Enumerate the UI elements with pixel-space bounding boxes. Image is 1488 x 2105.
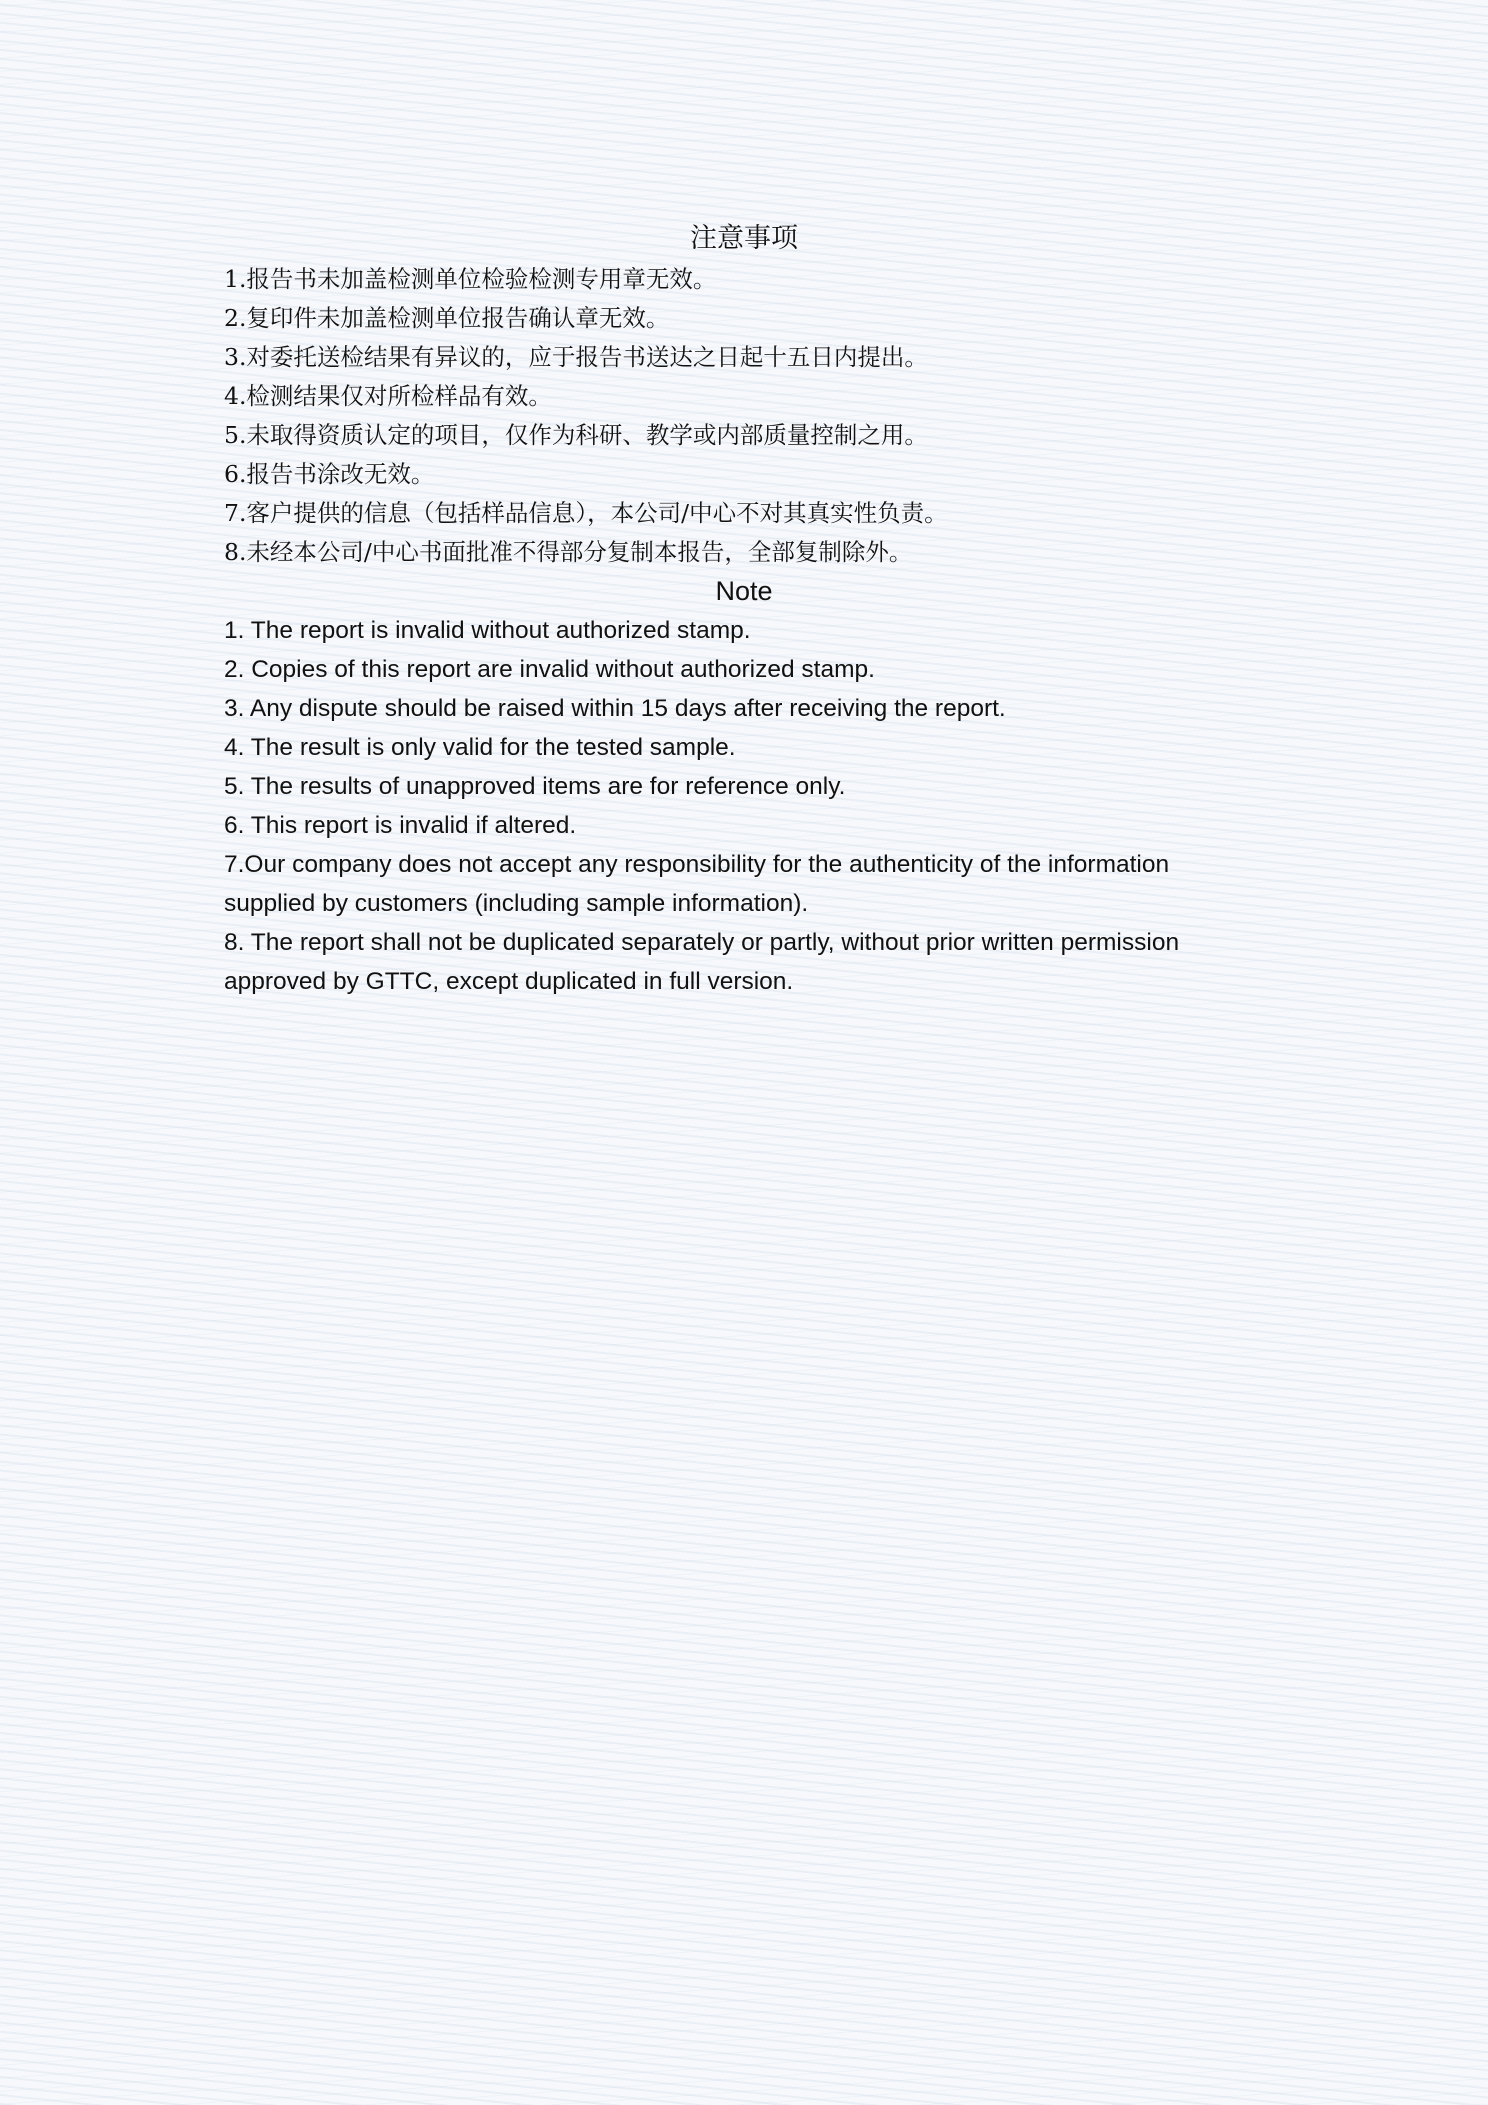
notice-item-en-1: 1. The report is invalid without authorized stamp. <box>224 617 751 644</box>
notice-item-cn-3: 3.对委托送检结果有异议的，应于报告书送达之日起十五日内提出。 <box>224 343 928 371</box>
notice-section <box>224 218 1284 1001</box>
notice-item-en-8: 8. The report shall not be duplicated separately or partly, without prior written permission approved by GTTC, except duplicated in full version. <box>224 929 1180 995</box>
notice-title-en: Note <box>715 576 773 606</box>
notice-title-cn: 注意事项 <box>690 223 798 254</box>
notice-item-cn-8: 8.未经本公司/中心书面批准不得部分复制本报告，全部复制除外。 <box>224 538 913 566</box>
notice-item-cn-1: 1.报告书未加盖检测单位检验检测专用章无效。 <box>224 265 717 293</box>
notice-item-en-7: 7.Our company does not accept any responsibility for the authenticity of the information supplied by customers (including sample information). <box>224 851 1170 917</box>
notice-item-cn-5: 5.未取得资质认定的项目，仅作为科研、教学或内部质量控制之用。 <box>224 421 928 449</box>
notice-item-cn-4: 4.检测结果仅对所检样品有效。 <box>224 382 552 410</box>
notice-item-en-2: 2. Copies of this report are invalid without authorized stamp. <box>224 656 875 683</box>
notice-item-cn-2: 2.复印件未加盖检测单位报告确认章无效。 <box>224 304 670 332</box>
notice-item-en-6: 6. This report is invalid if altered. <box>224 812 577 839</box>
notice-item-en-3: 3. Any dispute should be raised within 15 days after receiving the report. <box>224 695 1006 722</box>
notice-item-cn-6: 6.报告书涂改无效。 <box>224 460 435 488</box>
notice-item-en-5: 5. The results of unapproved items are for reference only. <box>224 773 846 800</box>
notice-item-en-4: 4. The result is only valid for the tested sample. <box>224 734 736 761</box>
notice-item-cn-7: 7.客户提供的信息（包括样品信息），本公司/中心不对其真实性负责。 <box>224 499 948 527</box>
